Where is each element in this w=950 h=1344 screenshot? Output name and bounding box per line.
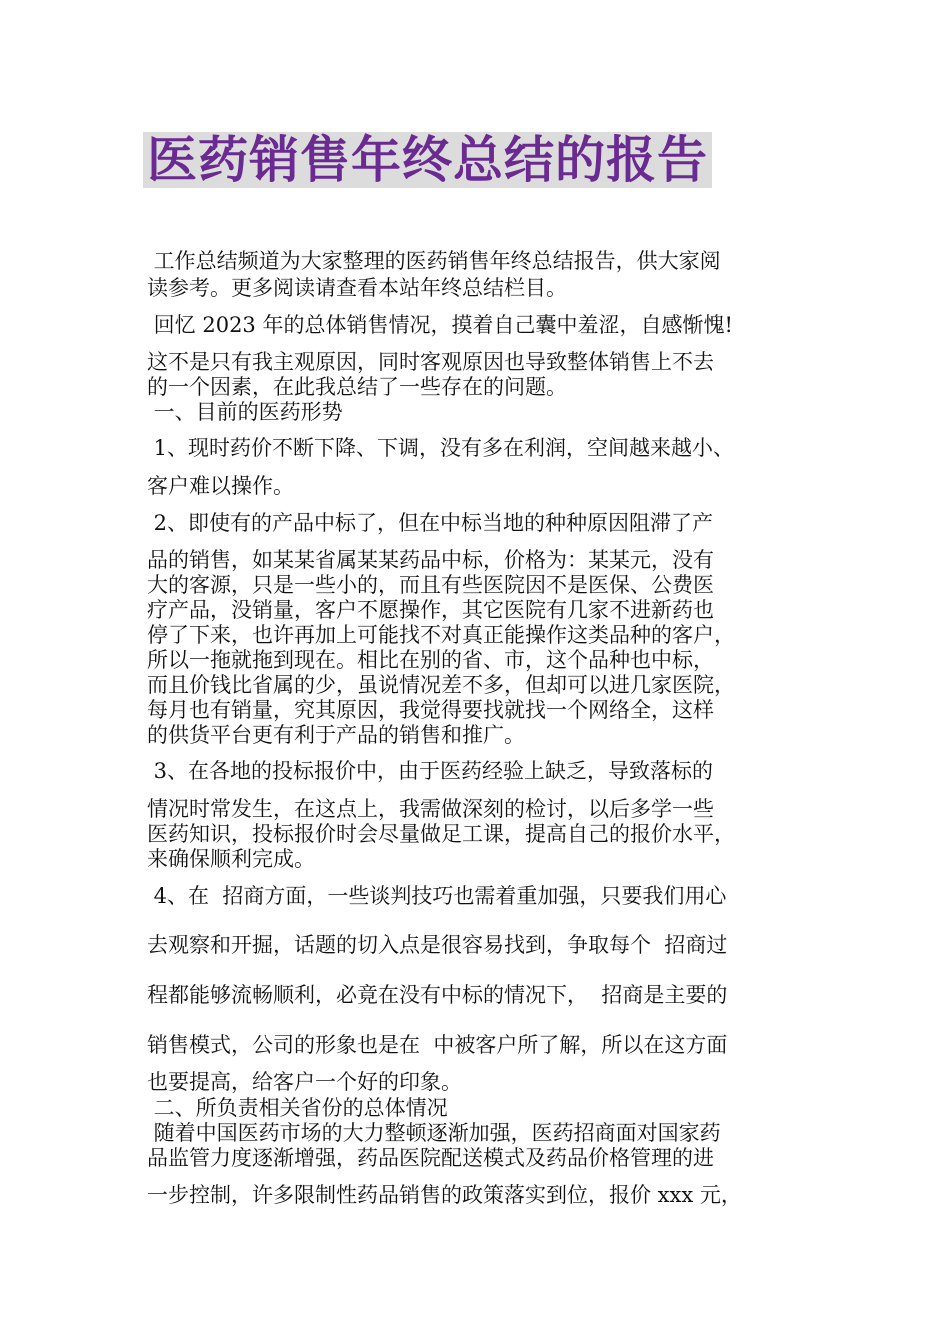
document-title: 医药销售年终总结的报告	[143, 132, 712, 188]
paragraph-line: 工作总结频道为大家整理的医药销售年终总结报告，供大家阅	[147, 249, 721, 273]
paragraph-line: 2、即使有的产品中标了，但在中标当地的种种原因阻滞了产	[147, 511, 714, 535]
paragraph-line: 的供货平台更有利于产品的销售和推广。	[147, 723, 525, 747]
paragraph-line: 所以一拖就拖到现在。相比在别的省、市，这个品种也中标，	[147, 648, 714, 672]
paragraph-line: 1、现时药价不断下降、下调，没有多在利润，空间越来越小、	[147, 436, 735, 460]
paragraph-line: 也要提高，给客户一个好的印象。	[147, 1070, 462, 1094]
paragraph-line: 而且价钱比省属的少，虽说情况差不多，但却可以进几家医院，	[147, 673, 735, 697]
paragraph-line: 医药知识，投标报价时会尽量做足工课，提高自己的报价水平，	[147, 822, 735, 846]
paragraph-line: 大的客源，只是一些小的，而且有些医院因不是医保、公费医	[147, 573, 714, 597]
paragraph-line: 随着中国医药市场的大力整顿逐渐加强，医药招商面对国家药	[147, 1121, 721, 1145]
paragraph-line: 这不是只有我主观原因，同时客观原因也导致整体销售上不去	[147, 350, 714, 374]
paragraph-line: 销售模式，公司的形象也是在 中被客户所了解，所以在这方面	[147, 1033, 728, 1057]
paragraph-line: 品的销售，如某某省属某某药品中标，价格为：某某元，没有	[147, 548, 714, 572]
paragraph-line: 去观察和开掘，话题的切入点是很容易找到，争取每个 招商过	[147, 933, 728, 957]
section-heading: 一、目前的医药形势	[147, 400, 343, 424]
paragraph-line: 回忆 2023 年的总体销售情况，摸着自己囊中羞涩，自感惭愧!	[147, 313, 733, 337]
paragraph-line: 4、在 招商方面，一些谈判技巧也需着重加强，只要我们用心	[147, 884, 727, 908]
paragraph-line: 每月也有销量，究其原因，我觉得要找就找一个网络全，这样	[147, 698, 714, 722]
paragraph-line: 程都能够流畅顺利，必竟在没有中标的情况下， 招商是主要的	[147, 983, 728, 1007]
section-heading: 二、所负责相关省份的总体情况	[147, 1096, 448, 1120]
paragraph-line: 客户难以操作。	[147, 474, 294, 498]
paragraph-line: 疗产品，没销量，客户不愿操作，其它医院有几家不进新药也	[147, 598, 714, 622]
paragraph-line: 一步控制，许多限制性药品销售的政策落实到位，报价 xxx 元，	[147, 1183, 742, 1207]
paragraph-line: 读参考。更多阅读请查看本站年终总结栏目。	[147, 276, 567, 300]
paragraph-line: 3、在各地的投标报价中，由于医药经验上缺乏，导致落标的	[147, 759, 714, 783]
paragraph-line: 情况时常发生，在这点上，我需做深刻的检讨，以后多学一些	[147, 797, 714, 821]
paragraph-line: 品监管力度逐渐增强，药品医院配送模式及药品价格管理的进	[147, 1146, 714, 1170]
paragraph-line: 停了下来，也许再加上可能找不对真正能操作这类品种的客户，	[147, 623, 735, 647]
paragraph-line: 的一个因素，在此我总结了一些存在的问题。	[147, 375, 567, 399]
paragraph-line: 来确保顺利完成。	[147, 847, 315, 871]
